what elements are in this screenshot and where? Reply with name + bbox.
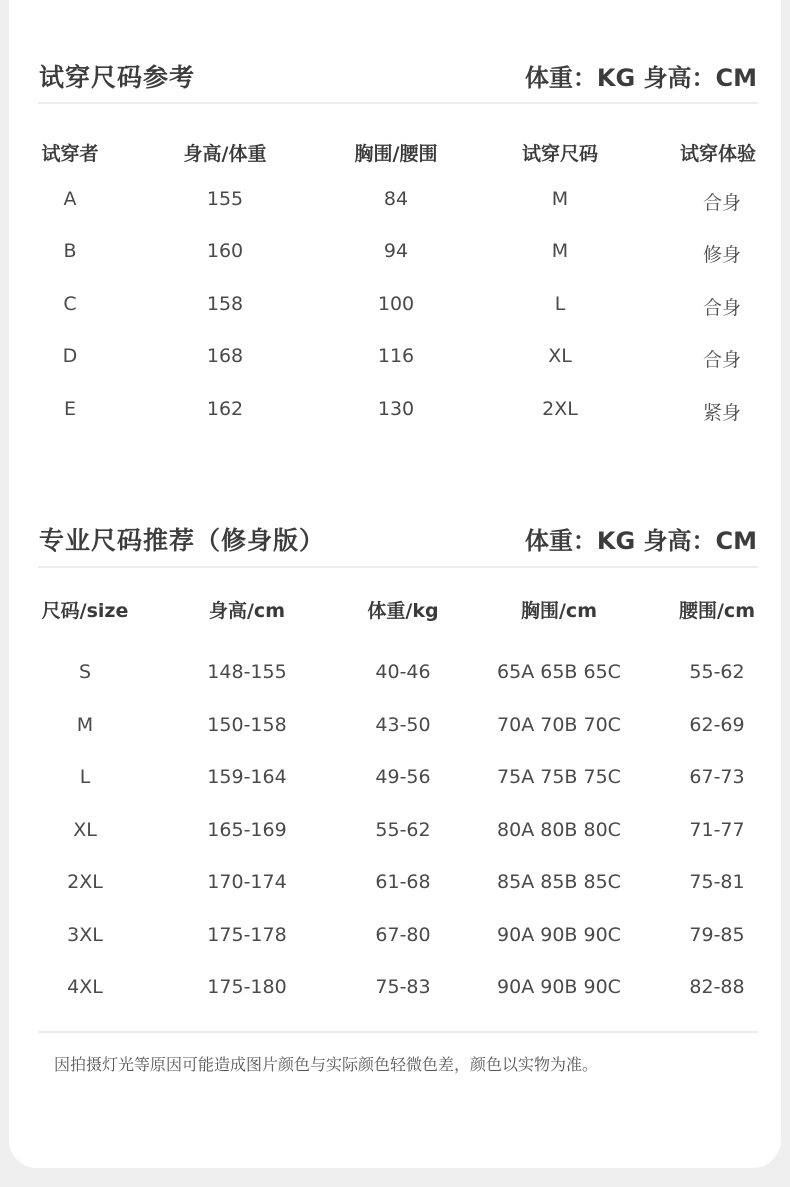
trial-unit-label: 体重：KG 身高：CM [524, 64, 757, 92]
trial-section-title: 试穿尺码参考 [39, 63, 196, 92]
table-row [0, 240, 790, 270]
table-cell: 65A 65B 65C [497, 661, 621, 683]
table-cell: 71-77 [689, 819, 745, 841]
trial-header-cell: 试穿者 [41, 143, 99, 165]
table-cell: 合身 [702, 349, 742, 371]
table-cell: 168 [206, 345, 244, 367]
table-cell: XL [548, 345, 572, 367]
table-row [0, 924, 790, 954]
trial-divider [38, 102, 758, 104]
trial-section-header [39, 58, 757, 98]
table-cell: 82-88 [689, 976, 745, 998]
table-cell: 90A 90B 90C [497, 976, 621, 998]
table-cell: 4XL [67, 976, 103, 998]
table-cell: 55-62 [375, 819, 431, 841]
table-cell: 90A 90B 90C [497, 924, 621, 946]
table-cell: 130 [377, 398, 415, 420]
table-cell: 150-158 [207, 714, 287, 736]
table-row [0, 714, 790, 744]
table-cell: M [76, 714, 94, 736]
table-row [0, 819, 790, 849]
table-row [0, 661, 790, 691]
table-cell: 75-81 [689, 871, 745, 893]
table-cell: 67-80 [375, 924, 431, 946]
table-cell: 155 [206, 188, 244, 210]
table-cell: 2XL [542, 398, 578, 420]
table-cell: 3XL [67, 924, 103, 946]
table-cell: 75-83 [375, 976, 431, 998]
table-cell: M [551, 188, 569, 210]
trial-header-cell: 试穿尺码 [521, 143, 599, 165]
table-cell: 170-174 [207, 871, 287, 893]
table-cell: 175-178 [207, 924, 287, 946]
footer-divider [38, 1031, 758, 1033]
table-cell: 55-62 [689, 661, 745, 683]
table-cell: 67-73 [689, 766, 745, 788]
table-cell: 116 [377, 345, 415, 367]
pro-header-cell: 腰围/cm [678, 600, 756, 622]
table-cell: 79-85 [689, 924, 745, 946]
table-cell: 159-164 [207, 766, 287, 788]
table-cell: 75A 75B 75C [497, 766, 621, 788]
table-cell: L [79, 766, 91, 788]
pro-header-cell: 胸围/cm [520, 600, 598, 622]
table-cell: 2XL [67, 871, 103, 893]
trial-header-cell: 胸围/腰围 [354, 143, 438, 165]
trial-header-cell: 试穿体验 [679, 143, 757, 165]
table-cell: A [63, 188, 77, 210]
table-cell: 61-68 [375, 871, 431, 893]
pro-section-header [39, 521, 757, 561]
table-cell: 修身 [702, 244, 742, 266]
pro-section-title: 专业尺码推荐（修身版） [39, 526, 326, 555]
color-disclaimer-note: 因拍摄灯光等原因可能造成图片颜色与实际颜色轻微色差，颜色以实物为准。 [54, 1055, 599, 1074]
table-cell: 148-155 [207, 661, 287, 683]
table-cell: E [63, 398, 77, 420]
table-row [0, 871, 790, 901]
table-cell: 49-56 [375, 766, 431, 788]
table-cell: 158 [206, 293, 244, 315]
pro-divider [38, 566, 758, 568]
table-cell: 165-169 [207, 819, 287, 841]
table-row [0, 976, 790, 1006]
table-cell: D [62, 345, 78, 367]
pro-table-header [0, 596, 790, 626]
table-cell: 160 [206, 240, 244, 262]
table-cell: 43-50 [375, 714, 431, 736]
table-cell: C [63, 293, 77, 315]
table-row [0, 345, 790, 375]
trial-table-header [0, 139, 790, 169]
table-cell: M [551, 240, 569, 262]
table-row [0, 398, 790, 428]
pro-header-cell: 身高/cm [208, 600, 286, 622]
table-cell: 62-69 [689, 714, 745, 736]
table-cell: 70A 70B 70C [497, 714, 621, 736]
pro-header-cell: 体重/kg [367, 600, 439, 622]
table-cell: 合身 [702, 297, 742, 319]
table-cell: 合身 [702, 192, 742, 214]
table-cell: 100 [377, 293, 415, 315]
table-cell: 84 [383, 188, 409, 210]
table-cell: 175-180 [207, 976, 287, 998]
table-cell: B [63, 240, 77, 262]
table-cell: 85A 85B 85C [497, 871, 621, 893]
table-cell: S [78, 661, 92, 683]
trial-header-cell: 身高/体重 [183, 143, 267, 165]
table-cell: 80A 80B 80C [497, 819, 621, 841]
table-cell: 40-46 [375, 661, 431, 683]
pro-header-cell: 尺码/size [41, 600, 129, 622]
table-row [0, 766, 790, 796]
table-cell: 94 [383, 240, 409, 262]
table-cell: L [554, 293, 566, 315]
pro-unit-label: 体重：KG 身高：CM [524, 527, 757, 555]
table-cell: XL [73, 819, 97, 841]
table-row [0, 293, 790, 323]
table-row [0, 188, 790, 218]
table-cell: 紧身 [702, 402, 742, 424]
table-cell: 162 [206, 398, 244, 420]
